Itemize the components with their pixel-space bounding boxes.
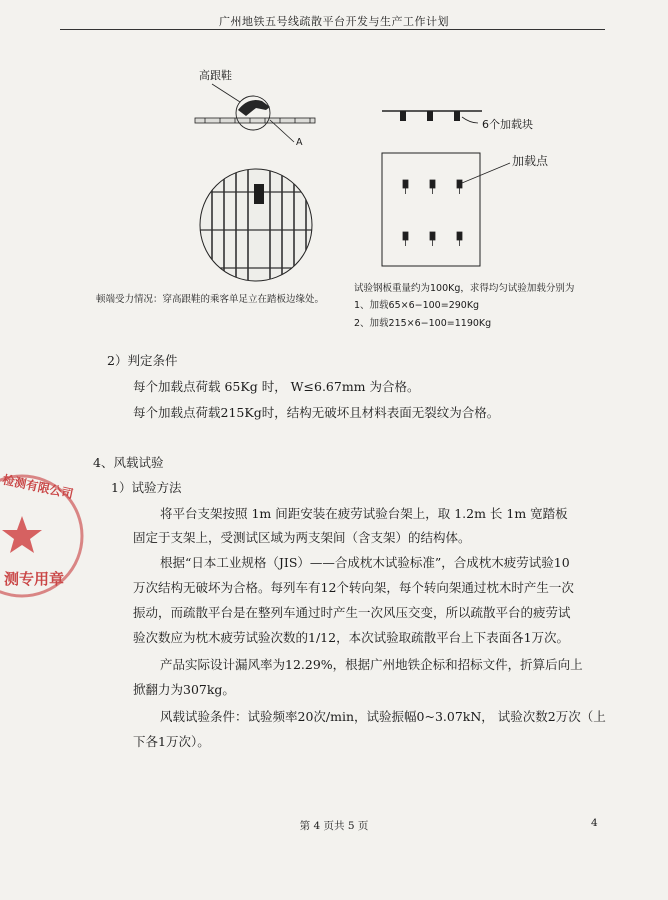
page-header-title: 广州地铁五号线疏散平台开发与生产工作计划 (219, 15, 449, 28)
figure-right-caption-1: 试验钢板重量约为100Kg，求得均匀试验加载分别为 (354, 283, 575, 294)
wind-para-line-4: 万次结构无破坏为合格。每列车有12个转向架，每个转向架通过枕木时产生一次 (133, 580, 574, 595)
stamp-bottom-text: 测专用章 (4, 570, 65, 588)
figure-left-diagram (190, 80, 330, 300)
stamp-arc-text: 检测有限公司 (1, 472, 75, 502)
wind-para-line-7: 产品实际设计漏风率为12.29%，根据广州地铁企标和招标文件，折算后向上 (160, 657, 583, 672)
footer-page-label: 第 4 页共 5 页 (299, 820, 369, 832)
wind-para-line-1: 将平台支架按照 1m 间距安装在疲劳试验台架上，取 1.2m 长 1m 宽踏板 (160, 506, 568, 521)
footer-page-number: 4 (591, 817, 598, 829)
wind-para-line-9: 风载试验条件：试验频率20次/min，试验振幅0~3.07kN， 试验次数2万次（上 (160, 709, 606, 724)
figure-right-caption-2: 1、加载65×6−100=290Kg (354, 300, 480, 311)
judge-line-1: 每个加载点荷载 65Kg 时， W≤6.67mm 为合格。 (133, 379, 420, 394)
wind-sub-heading: 1）试验方法 (111, 480, 182, 495)
judge-heading: 2）判定条件 (107, 353, 178, 368)
label-loading-points: 加载点 (512, 154, 549, 168)
header-rule (60, 29, 605, 30)
figure-right-diagram (370, 95, 570, 285)
label-a: A (296, 137, 303, 148)
label-six-blocks: 6个加载块 (482, 118, 533, 131)
judge-line-2: 每个加载点荷载215Kg时，结构无破坏且材料表面无裂纹为合格。 (133, 405, 500, 420)
wind-para-line-6: 验次数应为枕木疲劳试验次数的1/12，本次试验取疏散平台上下表面各1万次。 (133, 630, 570, 645)
figure-right-caption-3: 2、加载215×6−100=1190Kg (354, 318, 492, 329)
wind-para-line-3: 根据“日本工业规格（JIS）——合成枕木试验标准”，合成枕木疲劳试验10 (160, 555, 570, 570)
label-high-heel: 高跟鞋 (199, 69, 232, 82)
wind-heading: 4、风载试验 (93, 455, 164, 470)
wind-para-line-8: 掀翻力为307kg。 (133, 682, 235, 697)
wind-para-line-2: 固定于支架上，受测试区域为两支架间（含支架）的结构体。 (133, 530, 471, 545)
wind-para-line-5: 振动，而疏散平台是在整列车通过时产生一次风压交变，所以疏散平台的疲劳试 (133, 605, 571, 620)
wind-para-line-10: 下各1万次）。 (133, 734, 210, 749)
figure-left-caption: 顿端受力情况：穿高跟鞋的乘客单足立在踏板边缘处。 (96, 294, 325, 305)
